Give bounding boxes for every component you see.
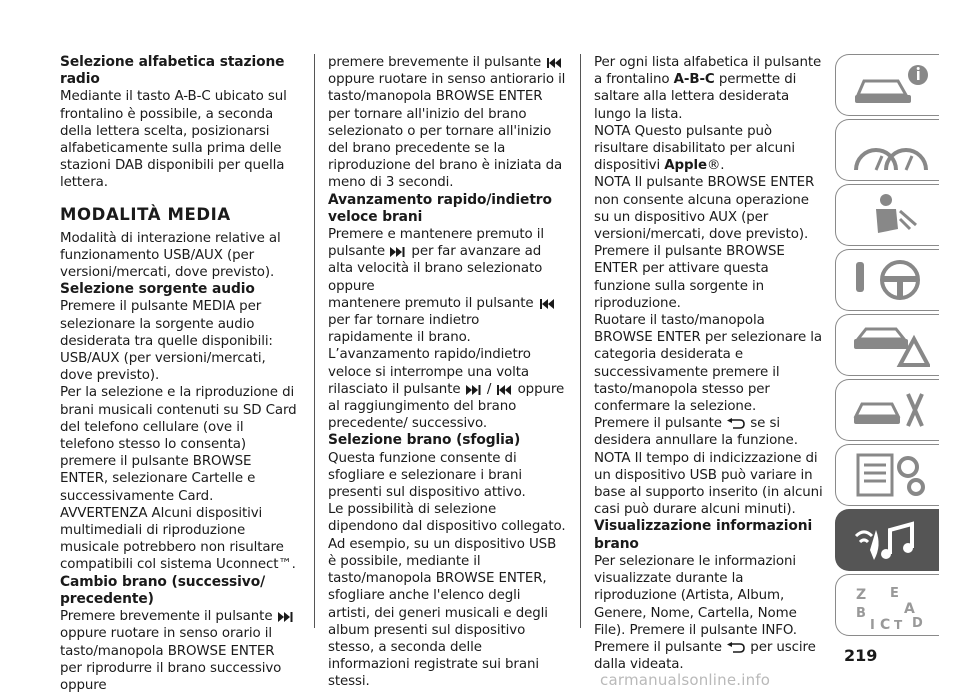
paragraph: Questa funzione consente di sfogliare e selezionare i brani presenti sul dispositivo attivo. (328, 450, 526, 501)
paragraph: Ruotare il tasto/manopola BROWSE ENTER per selezionare la categoria desiderata e successivamente premere il tasto/manopola stesso per confermare la selezione. (594, 313, 823, 415)
paragraph (594, 639, 824, 673)
tab-driving[interactable] (835, 249, 939, 311)
paragraph: NOTA Il tempo di indicizzazione di un dispositivo USB può variare in base al supporto inserito (in alcuni casi può durare alcuni minuti). (594, 450, 823, 518)
car-tools-icon (850, 386, 930, 436)
text: oppure ruotare in senso antiorario il tasto/manopola BROWSE ENTER per tornare all'inizio del brano selezionato o per tornare all'inizio del brano precedente se la riproduzione del brano è iniziata da meno di 3 secondi. (328, 72, 566, 191)
text: se si desidera annullare la funzione. (594, 416, 798, 449)
next-track-icon (389, 247, 407, 257)
paragraph: Ad esempio, su un dispositivo USB è possibile, mediante il tasto/manopola BROWSE ENTER, sfogliare anche l'elenco degli artisti, dei generi musicali e degli album presenti sul dispositivo stesso, a seconda delle informazioni registrate sui brani stessi. (328, 536, 557, 690)
text: oppure al raggiungimento del brano precedente/ successivo. (328, 381, 565, 432)
back-arrow-icon (726, 642, 746, 653)
heading-fast-forward-rewind: Avanzamento rapido/indietro veloce brani (328, 191, 552, 225)
text: permette di saltare alla lettera desiderata lungo la lista. (594, 72, 797, 122)
previous-track-icon (495, 385, 513, 395)
text: mantenere premuto il pulsante (328, 295, 534, 311)
tab-technical-data[interactable] (835, 444, 939, 506)
text: Premere brevemente il pulsante (60, 609, 273, 625)
heading-browse: Selezione brano (sfoglia) (328, 432, 521, 449)
paragraph: Per la selezione e la riproduzione di brani musicali contenuti su SD Card del telefono cellulare (ove il telefono stesso lo consenta) premere il pulsante BROWSE ENTER, selezionare Cartelle e successivamente Card. (60, 385, 297, 504)
paragraph (594, 54, 824, 123)
paragraph (594, 415, 824, 449)
svg-text:D: D (912, 616, 923, 631)
watermark: carmanualsonline.info (600, 671, 771, 689)
next-track-icon (465, 385, 483, 395)
tab-dashboard[interactable] (835, 119, 939, 181)
text: Per ogni lista alfabetica il pulsante a frontalino (594, 55, 822, 88)
paragraph (594, 123, 824, 175)
airbag-seat-icon (850, 191, 930, 241)
paragraph (328, 54, 566, 192)
back-arrow-icon (726, 418, 746, 429)
heading-alphabetical-radio: Selezione alfabetica stazione radio (60, 54, 285, 88)
paragraph (328, 243, 566, 295)
text: per far avanzare ad alta velocità il brano selezionato oppure (328, 244, 543, 294)
tab-index[interactable] (835, 574, 939, 636)
text: per uscire dalla videata. (594, 639, 816, 673)
svg-text:B: B (856, 606, 866, 621)
svg-text:T: T (894, 618, 903, 631)
text: rilasciato il pulsante (328, 381, 461, 397)
text-column-2 (328, 54, 566, 691)
text: NOTA Questo pulsante può risultare disabilitato per alcuni dispositivi (594, 123, 795, 174)
paragraph (60, 608, 298, 694)
paragraph: Per selezionare le informazioni visualizzate durante la riproduzione (Artista, Album, Genere, Nome, Cartella, Nome File). Premere il pulsante INFO. (594, 553, 797, 638)
paragraph: NOTA Il pulsante BROWSE ENTER non consente alcuna operazione su un dispositivo AUX (per versioni/mercati, dove previsto). (594, 175, 815, 243)
text: per far tornare indietro rapidamente il brano. (328, 313, 480, 346)
text-column-1 (60, 54, 298, 694)
steering-wheel-icon (850, 256, 930, 306)
page-number: 219 (844, 646, 878, 665)
paragraph: Modalità di interazione relative al funzionamento USB/AUX (per versioni/mercati, dove previsto). (60, 230, 281, 281)
previous-track-icon (538, 299, 556, 309)
section-title-media-mode: MODALITÀ MEDIA (60, 204, 231, 224)
text: Premere il pulsante (594, 416, 722, 432)
next-track-icon (277, 612, 295, 622)
tab-car-info[interactable] (835, 54, 939, 116)
text: ®. (707, 158, 725, 174)
multimedia-music-icon (850, 516, 930, 566)
heading-audio-source: Selezione sorgente audio (60, 281, 255, 298)
heading-track-change: Cambio brano (successivo/ precedente) (60, 573, 266, 607)
dashboard-gauge-icon (850, 126, 930, 176)
svg-text:I: I (870, 618, 875, 631)
paragraph: Premere e mantenere premuto il (328, 227, 545, 243)
svg-text:Z: Z (856, 587, 867, 603)
text: / (486, 381, 492, 397)
paragraph: L’avanzamento rapido/indietro veloce si interrompe una volta (328, 347, 531, 380)
svg-text:E: E (890, 586, 899, 601)
warning-triangle-icon (850, 321, 930, 371)
text: Premere il pulsante (594, 639, 722, 655)
column-divider (314, 54, 315, 628)
apple-brand: Apple (664, 158, 707, 174)
alphabetical-index-icon (850, 581, 930, 631)
tab-multimedia[interactable] (835, 509, 939, 571)
text-column-3 (594, 54, 824, 673)
column-divider (580, 54, 581, 628)
tab-emergency[interactable] (835, 314, 939, 376)
svg-text:C: C (880, 617, 891, 631)
text: premere brevemente il pulsante (328, 55, 542, 70)
paragraph (328, 295, 566, 347)
maintenance-list-icon (850, 451, 930, 501)
heading-track-info: Visualizzazione informazioni brano (594, 518, 813, 552)
svg-text:A: A (904, 601, 915, 617)
car-info-icon (850, 61, 930, 111)
text: pulsante (328, 244, 386, 260)
tab-maintenance[interactable] (835, 379, 939, 441)
paragraph: AVVERTENZA Alcuni dispositivi multimediali di riproduzione musicale potrebbero non risultare compatibili col sistema Uconnect™. (60, 505, 296, 573)
paragraph: Premere il pulsante MEDIA per selezionare la sorgente audio desiderata tra quelle disponibili: USB/AUX (per versioni/mercati, dove previsto). (60, 299, 273, 384)
tab-safety[interactable] (835, 184, 939, 246)
previous-track-icon (545, 58, 563, 68)
paragraph (328, 381, 566, 433)
text: oppure ruotare in senso orario il tasto/manopola BROWSE ENTER per riprodurre il brano successivo oppure (60, 626, 282, 693)
paragraph: Premere il pulsante BROWSE ENTER per attivare questa funzione sulla sorgente in riproduzione. (594, 244, 785, 311)
paragraph: Le possibilità di selezione dipendono dal dispositivo collegato. (328, 502, 566, 535)
paragraph: Mediante il tasto A-B-C ubicato sul frontalino è possibile, a seconda della lettera scelta, posizionarsi alfabeticamente sulla prima delle stazioni DAB disponibili per quella lettera. (60, 89, 287, 191)
abc-key-label: A-B-C (673, 72, 715, 88)
